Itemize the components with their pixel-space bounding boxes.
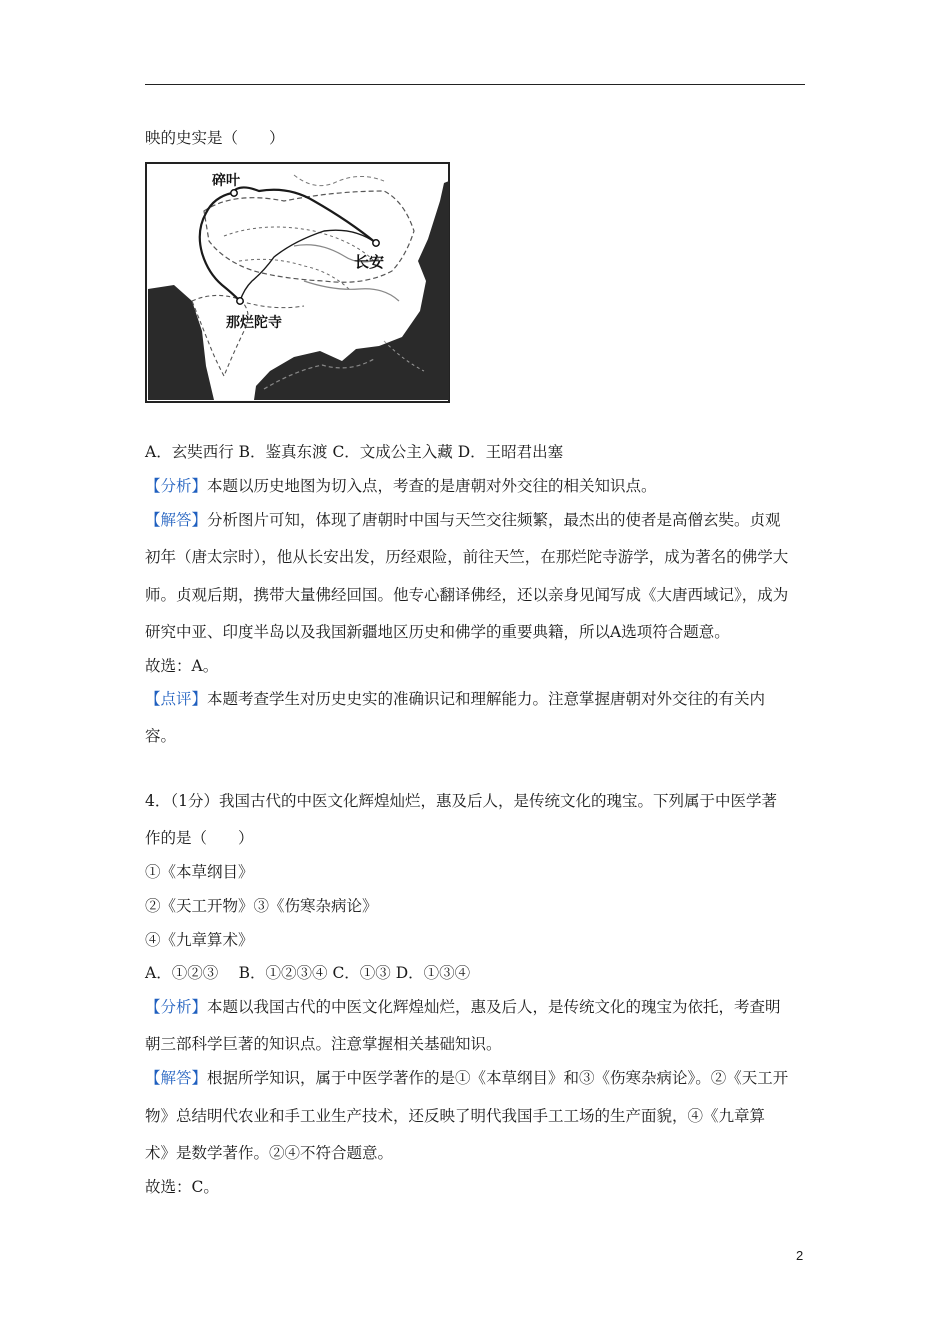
q3-comment-text-1: 本题考查学生对历史史实的准确识记和理解能力。注意掌握唐朝对外交往的有关内 [207,690,766,708]
q3-analysis-tag: 【分析】 [145,477,208,495]
q4-item-3: ④《九章算术》 [145,931,254,949]
nalanda-marker [237,298,243,304]
q4-analysis-text-1: 本题以我国古代的中医文化辉煌灿烂，惠及后人，是传统文化的瑰宝为依托，考查明 [207,998,781,1016]
q4-analysis-line-1 [145,997,781,1017]
suiye-label: 碎叶 [212,173,240,189]
q4-answer-line-2: 物》总结明代农业和手工业生产技术，还反映了明代我国手工工场的生产面貌，④《九章算 [145,1107,766,1125]
suiye-marker [231,190,237,196]
q4-item-2: ②《天工开物》③《伤寒杂病论》 [145,897,378,915]
q3-choice: 故选：A。 [145,657,219,675]
q3-answer-text-1: 分析图片可知，体现了唐朝时中国与天竺交往频繁，最杰出的使者是高僧玄奘。贞观 [207,511,781,529]
history-map [144,161,451,404]
page-number: 2 [796,1248,804,1263]
q3-answer-line-4: 研究中亚、印度半岛以及我国新疆地区历史和佛学的重要典籍，所以A选项符合题意。 [145,623,730,641]
q3-analysis-text: 本题以历史地图为切入点，考查的是唐朝对外交往的相关知识点。 [207,477,657,495]
q3-comment-tag: 【点评】 [145,690,208,708]
q4-answer-line-3: 术》是数学著作。②④不符合题意。 [145,1144,394,1162]
q3-comment-line-2: 容。 [145,727,177,745]
q4-analysis-line-2: 朝三部科学巨著的知识点。注意掌握相关基础知识。 [145,1035,502,1053]
q4-answer-tag: 【解答】 [145,1069,208,1087]
changan-label: 长安 [354,253,385,271]
q4-item-1: ①《本草纲目》 [145,863,254,881]
header-rule [145,84,805,85]
q4-analysis-tag: 【分析】 [145,998,208,1016]
q3-answer-line-3: 师。贞观后期，携带大量佛经回国。他专心翻译佛经，还以亲身见闻写成《大唐西域记》，成为 [145,586,789,604]
nalanda-label: 那烂陀寺 [226,315,282,331]
changan-marker [373,240,379,246]
q3-stem-tail: 映的史实是（ ） [145,129,285,147]
q3-answer-tag: 【解答】 [145,511,208,529]
q4-answer-text-1: 根据所学知识，属于中医学著作的是①《本草纲目》和③《伤寒杂病论》。②《天工开 [207,1069,789,1087]
q4-stem-line-2: 作的是（ ） [145,829,254,847]
q3-answer-line-1 [145,510,781,530]
q4-stem-line-1: 4．（1分）我国古代的中医文化辉煌灿烂，惠及后人，是传统文化的瑰宝。下列属于中医学著 [145,792,777,810]
q3-analysis [145,476,657,496]
q3-options: A．玄奘西行 B．鉴真东渡 C．文成公主入藏 D．王昭君出塞 [145,443,564,461]
q4-choice: 故选：C。 [145,1178,219,1196]
q3-comment-line-1 [145,689,765,709]
q3-answer-line-2: 初年（唐太宗时），他从长安出发，历经艰险，前往天竺，在那烂陀寺游学，成为著名的佛学大 [145,548,789,566]
q4-options: A．①②③ B．①②③④ C．①③ D．①③④ [145,964,471,982]
q4-answer-line-1 [145,1068,788,1088]
